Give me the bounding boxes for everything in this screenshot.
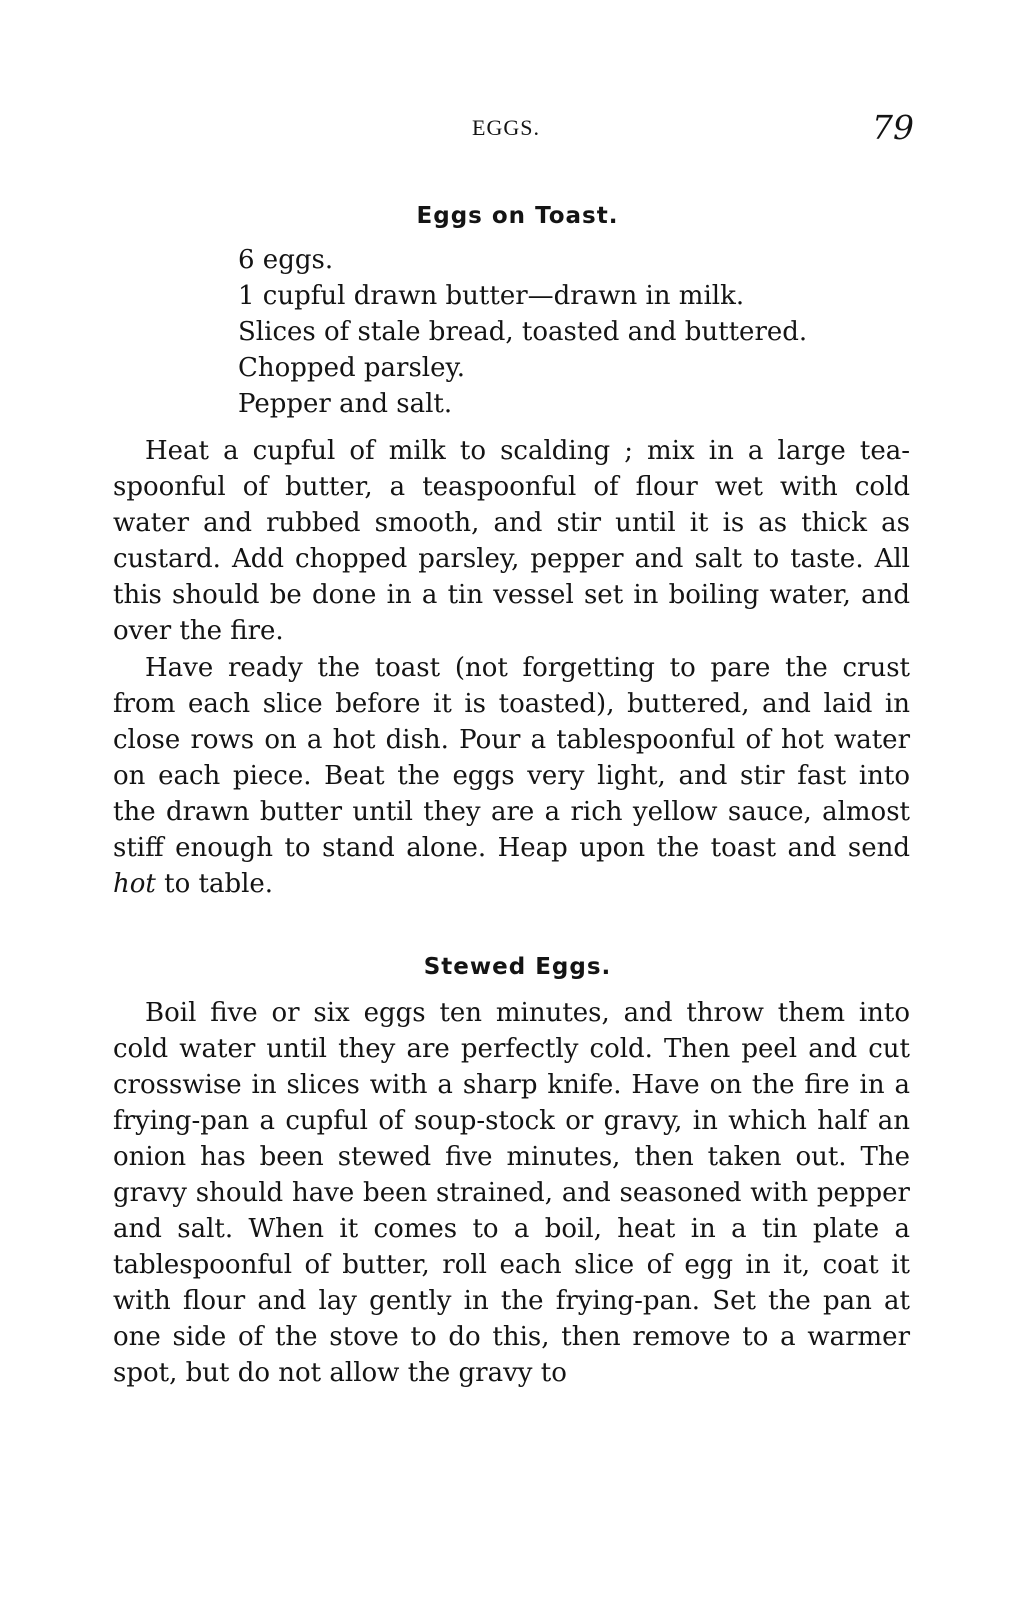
recipe-title-stewed-eggs: Stewed Eggs.	[423, 954, 612, 980]
instructions-paragraph: Heat a cupful of milk to scalding ; mix in a large tea-spoonful of butter, a teaspoonful of flour wet with cold water and rubbed smooth, and stir until it is as thick as custard. Add chopped parsley, pepper and salt to taste. All this should be done in a tin vessel set in boiling water, and over the fire.	[113, 436, 910, 646]
ingredient-item: 6 eggs.	[238, 245, 334, 275]
ingredient-item: 1 cupful drawn butter—drawn in milk.	[238, 281, 745, 311]
paragraph-text: to table.	[155, 869, 274, 899]
page-number: 79	[872, 108, 914, 147]
ingredient-item: Pepper and salt.	[238, 389, 453, 419]
running-head: EGGS.	[472, 115, 540, 140]
instructions-paragraph: Boil five or six eggs ten minutes, and throw them into cold water until they are perfectly cold. Then peel and cut crosswise in slices with a sharp knife. Have on the fire in a frying-pan a cupful of soup-stock or gravy, in which half an onion has been stewed five minutes, then taken out. The gravy should have been strained, and seasoned with pepper and salt. When it comes to a boil, heat in a tin plate a tablespoonful of butter, roll each slice of egg in it, coat it with flour and lay gently in the frying-pan. Set the pan at one side of the stove to do this, then remove to a warmer spot, but do not allow the gravy to	[113, 998, 910, 1388]
ingredient-item: Chopped parsley.	[238, 353, 465, 383]
ingredient-item: Slices of stale bread, toasted and buttered.	[238, 317, 808, 347]
ingredient-list	[238, 242, 807, 422]
emphasized-word: hot	[113, 869, 156, 899]
paragraph-text: Have ready the toast (not forgetting to pare the crust from each slice before it is toasted), buttered, and laid in close rows on a hot dish. Pour a tablespoonful of hot water on each piece. Beat the eggs very light, and stir fast into the drawn butter until they are a rich yellow sauce, almost stiff enough to stand alone. Heap upon the toast and send	[113, 653, 910, 863]
instructions-paragraph	[113, 650, 910, 902]
page-header	[0, 103, 1035, 147]
recipe-title-eggs-on-toast: Eggs on Toast.	[416, 203, 619, 229]
